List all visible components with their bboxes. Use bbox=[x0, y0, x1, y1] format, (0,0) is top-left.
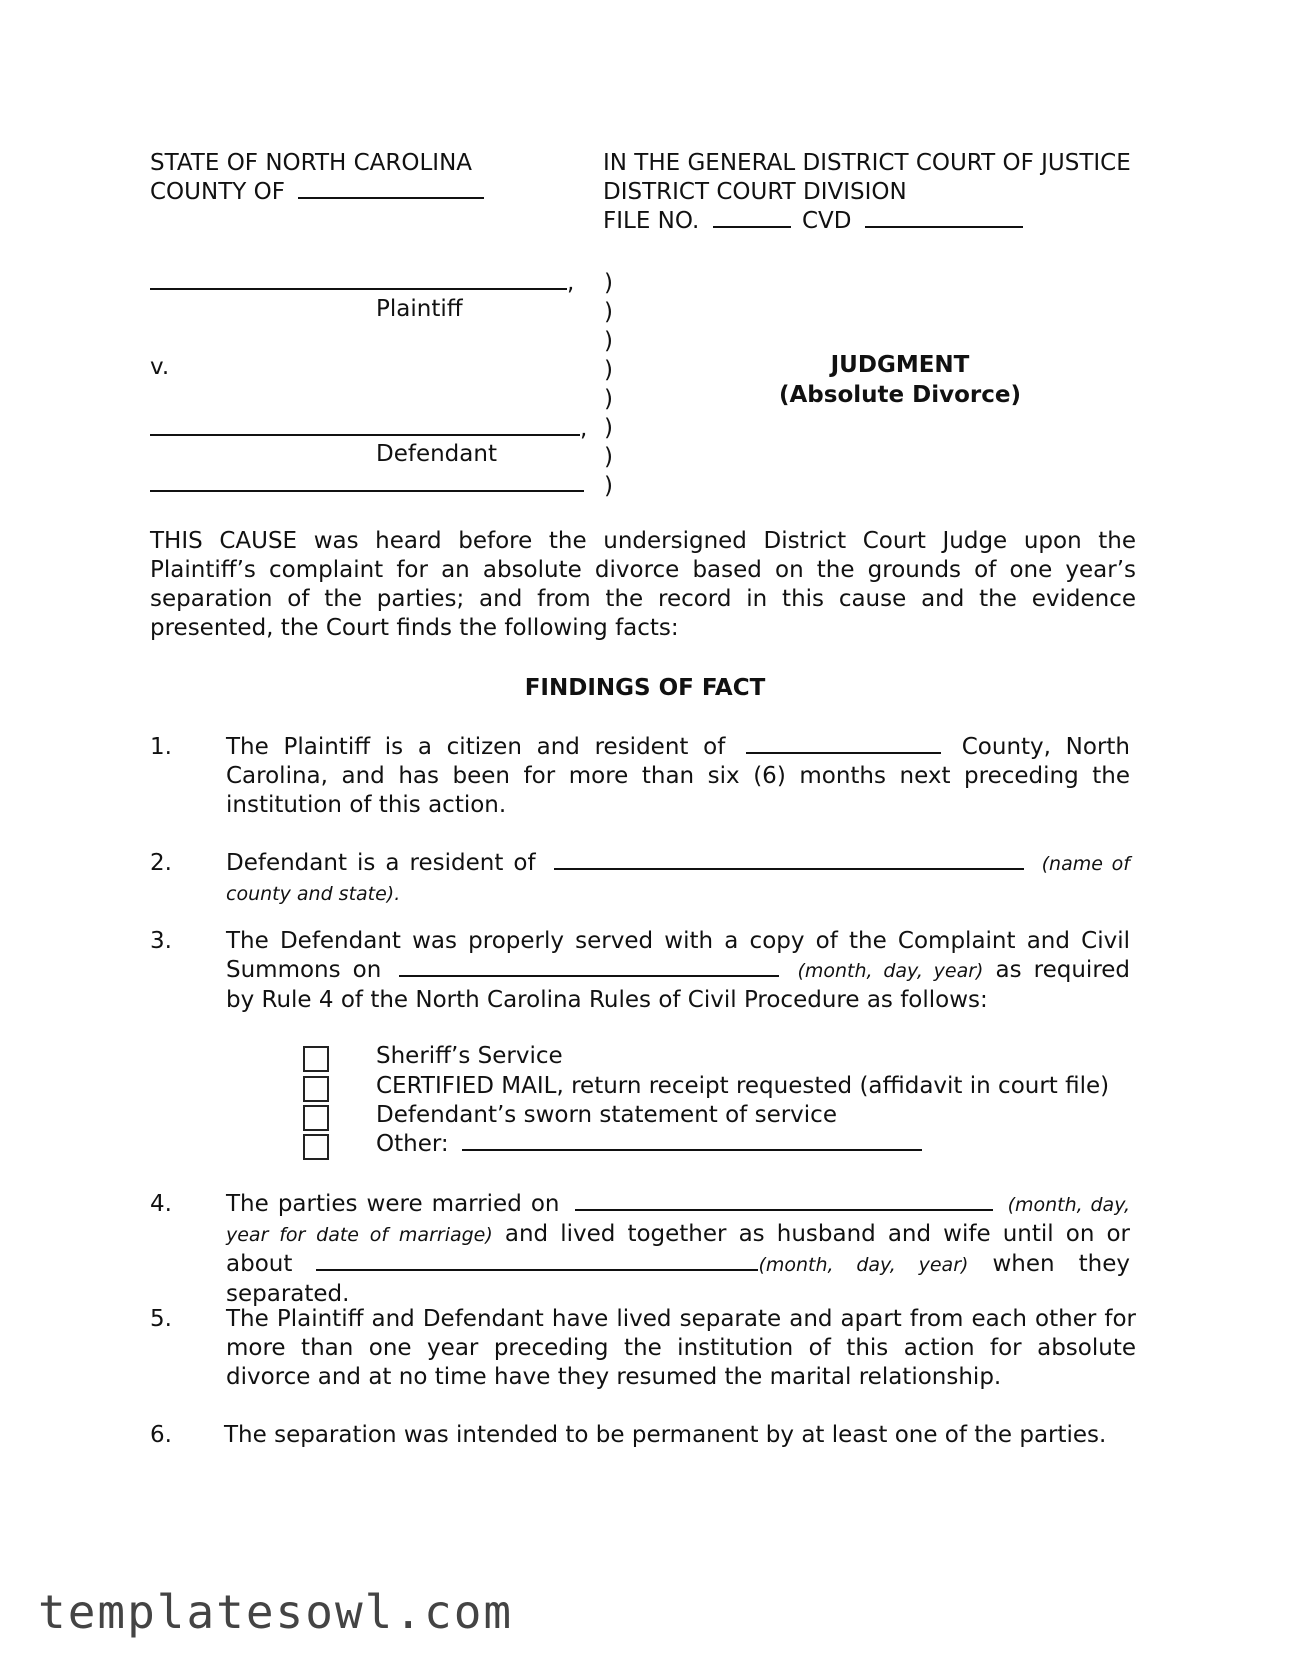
caption-paren: ) bbox=[604, 299, 613, 325]
file-no-line bbox=[603, 208, 1023, 234]
defendant-extra-field[interactable] bbox=[150, 488, 584, 492]
other-service-line: Other: bbox=[376, 1131, 922, 1157]
division-heading: DISTRICT COURT DIVISION bbox=[603, 179, 907, 205]
defendant-name-field[interactable] bbox=[150, 432, 580, 436]
caption-paren: ) bbox=[604, 415, 613, 441]
finding-number: 5. bbox=[150, 1306, 172, 1332]
file-no-label: FILE NO. bbox=[603, 208, 700, 234]
marriage-date-field[interactable] bbox=[575, 1207, 993, 1211]
separation-date-field[interactable] bbox=[316, 1267, 758, 1271]
intro-paragraph: THIS CAUSE was heard before the undersigned District Court Judge upon the Plaintiff’s complaint for an absolute divorce based on the grounds of one year’s separation of the parties; and from the record in this cause and the evidence presented, the Court finds the following facts: bbox=[150, 528, 1136, 641]
finding-number: 1. bbox=[150, 734, 172, 760]
county-line bbox=[150, 179, 484, 205]
finding-5: The Plaintiff and Defendant have lived separate and apart from each other for more than one year preceding the institution of this action for absolute divorce and at no time have they resumed the marital relationship. bbox=[226, 1306, 1136, 1390]
sheriff-service-checkbox[interactable] bbox=[303, 1046, 329, 1072]
other-service-checkbox[interactable] bbox=[303, 1134, 329, 1160]
file-no-field[interactable] bbox=[713, 224, 791, 228]
finding-3: The Defendant was properly served with a copy of the Complaint and Civil Summons on (month, day, year) as required by Rule 4 of the North Carolina Rules of Civil Procedure as follows: bbox=[226, 928, 1131, 1013]
state-heading: STATE OF NORTH CAROLINA bbox=[150, 150, 473, 176]
service-date-field[interactable] bbox=[399, 973, 779, 977]
cvd-field[interactable] bbox=[865, 224, 1023, 228]
defendant-extra-line bbox=[150, 472, 584, 498]
caption-paren: ) bbox=[604, 328, 613, 354]
court-heading: IN THE GENERAL DISTRICT COURT OF JUSTICE bbox=[603, 150, 1131, 176]
finding-number: 4. bbox=[150, 1191, 172, 1217]
defendant-label: Defendant bbox=[376, 441, 497, 467]
finding-number: 3. bbox=[150, 928, 172, 954]
judgment-subtitle: (Absolute Divorce) bbox=[779, 382, 1021, 408]
finding-number: 2. bbox=[150, 850, 172, 876]
finding-number: 6. bbox=[150, 1422, 172, 1448]
findings-heading: FINDINGS OF FACT bbox=[524, 675, 766, 701]
defendant-residence-field[interactable] bbox=[554, 866, 1024, 870]
caption-paren: ) bbox=[604, 270, 613, 296]
finding-1: The Plaintiff is a citizen and resident of County, North Carolina, and has been for more than six (6) months next preceding the institution of this action. bbox=[226, 734, 1130, 818]
plaintiff-label: Plaintiff bbox=[376, 296, 463, 322]
versus-label: v. bbox=[150, 354, 170, 380]
service-option-label: Defendant’s sworn statement of service bbox=[376, 1102, 837, 1128]
other-service-field[interactable] bbox=[462, 1147, 922, 1151]
watermark: templatesowl.com bbox=[38, 1585, 514, 1639]
defendant-name-line: , bbox=[150, 416, 587, 442]
finding-6: The separation was intended to be permanent by at least one of the parties. bbox=[224, 1422, 1107, 1448]
plaintiff-county-field[interactable] bbox=[746, 750, 941, 754]
certified-mail-checkbox[interactable] bbox=[303, 1076, 329, 1102]
service-option-label: CERTIFIED MAIL, return receipt requested (affidavit in court file) bbox=[376, 1073, 1110, 1099]
plaintiff-name-line: , bbox=[150, 270, 574, 296]
cvd-label: CVD bbox=[801, 208, 852, 234]
finding-4: The parties were married on (month, day, year for date of marriage) and lived together as husband and wife until on or about (month, day, year) when they separated. bbox=[226, 1191, 1131, 1307]
caption-paren: ) bbox=[604, 357, 613, 383]
caption-paren: ) bbox=[604, 473, 613, 499]
judgment-title: JUDGMENT bbox=[830, 352, 970, 378]
county-label: COUNTY OF bbox=[150, 179, 285, 205]
sworn-statement-checkbox[interactable] bbox=[303, 1105, 329, 1131]
service-option-label: Sheriff’s Service bbox=[376, 1043, 563, 1069]
county-field[interactable] bbox=[298, 195, 484, 199]
caption-paren: ) bbox=[604, 386, 613, 412]
caption-paren: ) bbox=[604, 444, 613, 470]
plaintiff-name-field[interactable] bbox=[150, 286, 567, 290]
finding-2: Defendant is a resident of (name of county and state). bbox=[226, 850, 1130, 905]
